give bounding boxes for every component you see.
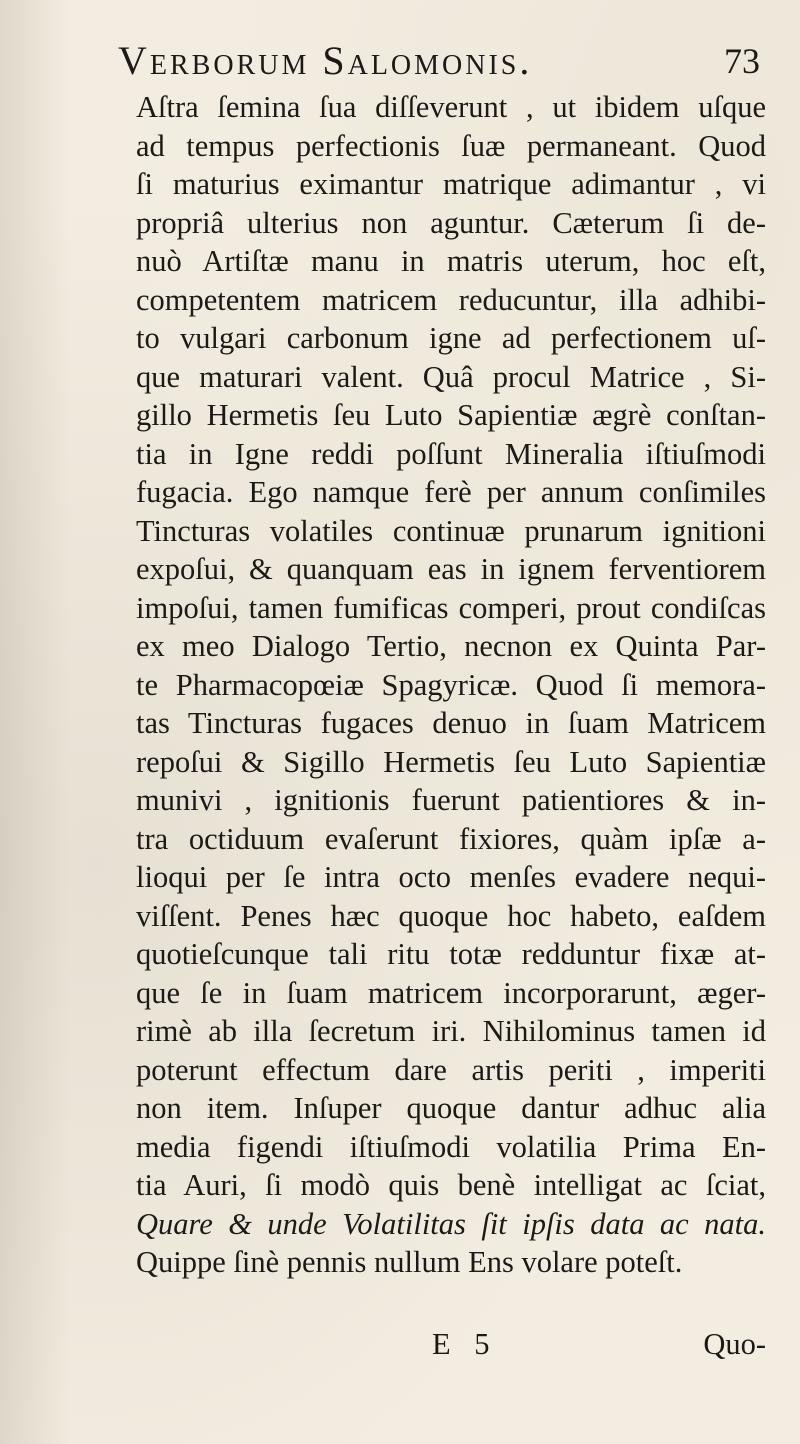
text-line: tia in Igne reddi poſſunt Mineralia iſtiuſmodi (136, 436, 766, 471)
text-line: competentem matricem reducuntur, illa adhibi- (136, 282, 766, 317)
running-head: Verborum Salomonis. (118, 38, 533, 83)
text-line: to vulgari carbonum igne ad perfectionem uſ- (136, 321, 766, 355)
text-line: ſi maturius eximantur matrique adimantur , vi (136, 167, 766, 201)
text-line: poterunt effectum dare artis periti , imperiti (136, 1052, 766, 1087)
text-line: fugacia. Ego namque ferè per annum conſimiles (136, 475, 766, 509)
text-line: rimè ab illa ſecretum iri. Nihilominus tamen id (136, 1014, 766, 1048)
text-line: viſſent. Penes hæc quoque hoc habeto, eaſdem (136, 898, 766, 933)
text-line: munivi , ignitionis fuerunt patientiores & in- (136, 783, 766, 817)
text-line: te Pharmacopœiæ Spagyricæ. Quod ſi memora- (136, 667, 766, 702)
page-number: 73 (724, 41, 760, 81)
text-line: expoſui, & quanquam eas in ignem ferventiorem (136, 552, 766, 586)
text-line: ex meo Dialogo Tertio, necnon ex Quinta Par- (136, 629, 766, 663)
text-line: tas Tincturas fugaces denuo in ſuam Matricem (136, 706, 766, 740)
text-line: Tincturas volatiles continuæ prunarum ignitioni (136, 513, 766, 548)
text-line: lioqui per ſe intra octo menſes evadere nequi- (136, 860, 766, 894)
text-line: non item. Inſuper quoque dantur adhuc alia (136, 1091, 766, 1125)
text-line: tia Auri, ſi modò quis benè intelligat ac ſciat, (136, 1168, 766, 1202)
text-line: nuò Artiſtæ manu in matris uterum, hoc eſt, (136, 244, 766, 278)
text-line: media figendi iſtiuſmodi volatilia Prima En- (136, 1129, 766, 1164)
text-line: Aſtra ſemina ſua diſſeverunt , ut ibidem uſque (136, 90, 766, 124)
text-line-italic: Quare & unde Volatilitas ſit ipſis data ac nata. (136, 1206, 766, 1241)
text-line: que maturari valent. Quâ procul Matrice , Si- (136, 359, 766, 394)
gutter-shadow (0, 0, 70, 1444)
page-footer (136, 1324, 766, 1364)
body-text (136, 88, 766, 1282)
text-line: gillo Hermetis ſeu Luto Sapientiæ ægrè conſtan- (136, 398, 766, 432)
text-line: quotieſcunque tali ritu totæ redduntur fixæ at- (136, 937, 766, 971)
signature-mark: E 5 (432, 1327, 498, 1361)
text-line: Quippe ſinè pennis nullum Ens volare poteſt. (136, 1245, 683, 1279)
text-line: propriâ ulterius non aguntur. Cæterum ſi de- (136, 205, 766, 240)
text-line: ad tempus perfectionis ſuæ permaneant. Quod (136, 128, 766, 163)
text-line: repoſui & Sigillo Hermetis ſeu Luto Sapientiæ (136, 744, 766, 779)
catchword: Quo- (703, 1327, 766, 1361)
text-line: impoſui, tamen fumificas comperi, prout condiſcas (136, 590, 766, 625)
text-line: que ſe in ſuam matricem incorporarunt, æger- (136, 975, 766, 1010)
text-line: tra octiduum evaſerunt fixiores, quàm ipſæ a- (136, 821, 766, 856)
page-header (118, 38, 760, 84)
